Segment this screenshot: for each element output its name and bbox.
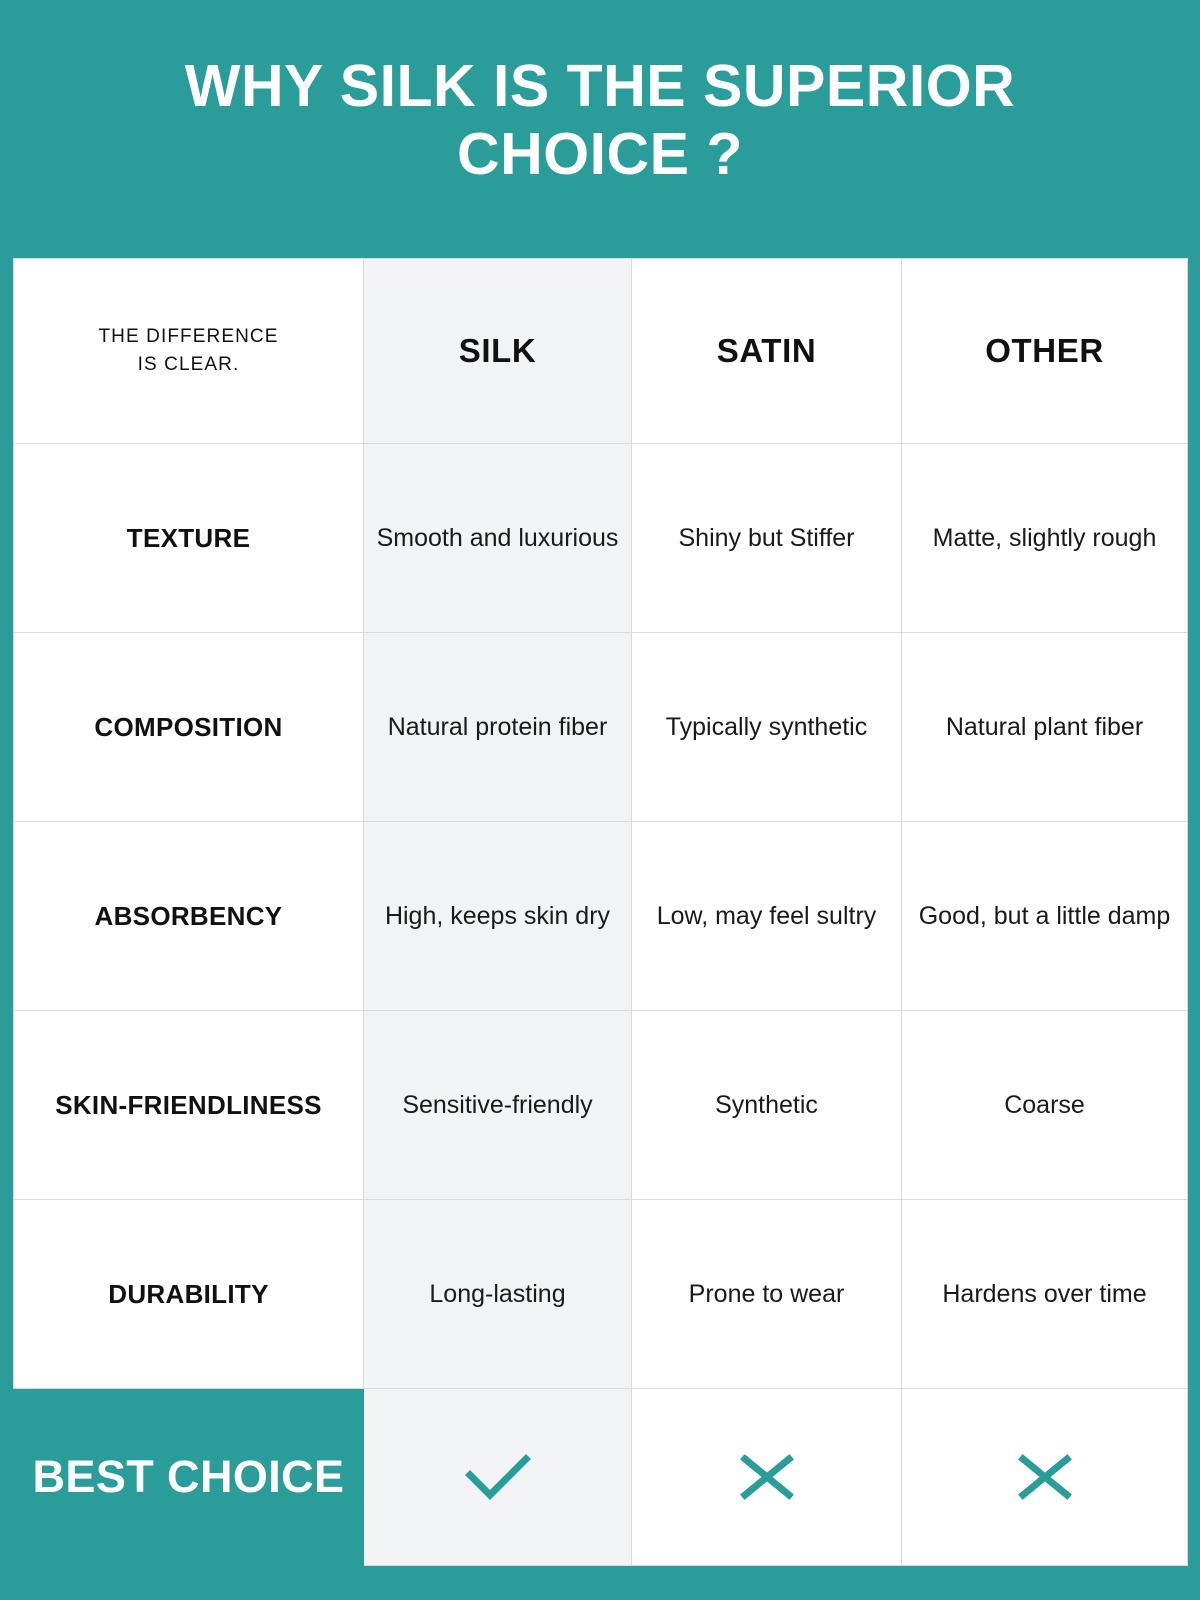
footer-cell-silk xyxy=(364,1389,632,1566)
footer-cell-satin xyxy=(632,1389,902,1566)
comparison-table-container xyxy=(13,258,1187,1566)
cell-absorbency-other: Good, but a little damp xyxy=(902,822,1188,1011)
cell-texture-other: Matte, slightly rough xyxy=(902,444,1188,633)
row-label-absorbency: ABSORBENCY xyxy=(14,822,364,1011)
cell-composition-other: Natural plant fiber xyxy=(902,633,1188,822)
best-choice-label: BEST CHOICE xyxy=(14,1389,364,1566)
cell-durability-silk: Long-lasting xyxy=(364,1200,632,1389)
corner-label-line2: IS CLEAR. xyxy=(137,354,240,375)
table-row xyxy=(14,1200,1188,1389)
row-label-texture: TEXTURE xyxy=(14,444,364,633)
cell-skin-friendliness-silk: Sensitive-friendly xyxy=(364,1011,632,1200)
cell-texture-satin: Shiny but Stiffer xyxy=(632,444,902,633)
cell-durability-other: Hardens over time xyxy=(902,1200,1188,1389)
table-footer-row xyxy=(14,1389,1188,1566)
comparison-table xyxy=(13,258,1188,1566)
corner-label-line1: THE DIFFERENCE xyxy=(98,325,279,347)
bottom-accent-bar xyxy=(0,1582,1200,1600)
row-label-durability: DURABILITY xyxy=(14,1200,364,1389)
cell-texture-silk: Smooth and luxurious xyxy=(364,444,632,633)
check-icon xyxy=(458,1447,538,1507)
footer-cell-other xyxy=(902,1389,1188,1566)
cell-skin-friendliness-satin: Synthetic xyxy=(632,1011,902,1200)
column-header-silk: SILK xyxy=(364,259,632,444)
row-label-skin-friendliness: SKIN-FRIENDLINESS xyxy=(14,1011,364,1200)
row-label-composition: COMPOSITION xyxy=(14,633,364,822)
cell-skin-friendliness-other: Coarse xyxy=(902,1011,1188,1200)
table-row xyxy=(14,633,1188,822)
column-header-satin: SATIN xyxy=(632,259,902,444)
table-row xyxy=(14,1011,1188,1200)
cell-composition-silk: Natural protein fiber xyxy=(364,633,632,822)
table-row xyxy=(14,444,1188,633)
cross-icon xyxy=(1010,1447,1080,1507)
corner-label xyxy=(14,259,364,444)
cell-absorbency-satin: Low, may feel sultry xyxy=(632,822,902,1011)
cell-absorbency-silk: High, keeps skin dry xyxy=(364,822,632,1011)
column-header-other: OTHER xyxy=(902,259,1188,444)
cross-icon xyxy=(732,1447,802,1507)
table-header-row xyxy=(14,259,1188,444)
cell-composition-satin: Typically synthetic xyxy=(632,633,902,822)
header xyxy=(0,0,1200,229)
cell-durability-satin: Prone to wear xyxy=(632,1200,902,1389)
page-title: WHY SILK IS THE SUPERIOR CHOICE ? xyxy=(184,53,1016,188)
table-row xyxy=(14,822,1188,1011)
